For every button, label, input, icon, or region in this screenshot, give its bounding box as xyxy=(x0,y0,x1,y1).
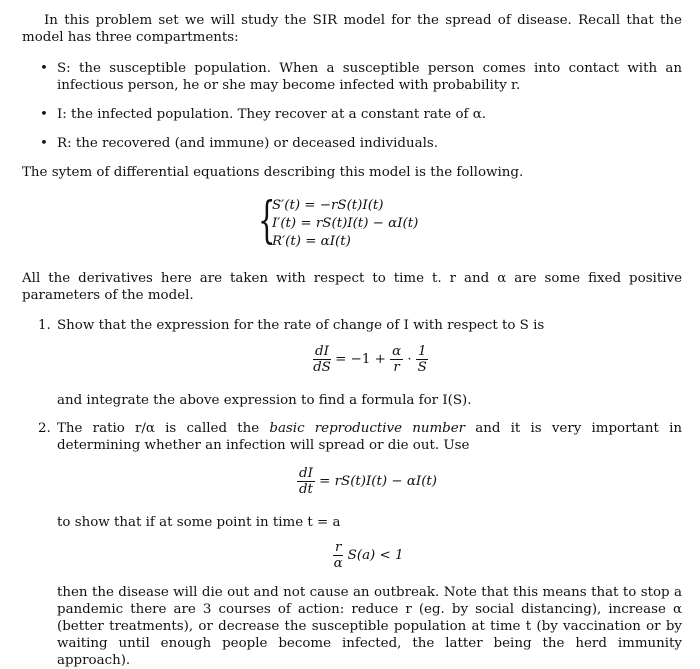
bullet-dot-icon: • xyxy=(40,61,48,76)
ode-line-r: R′(t) = αI(t) xyxy=(272,234,351,249)
fraction-alpha-r: $\frac{\alpha}{r}$ xyxy=(392,344,402,375)
fraction-1-S: $\frac{1}{S}$ xyxy=(417,344,427,375)
ode-line-i: I′(t) = rS(t)I(t) − αI(t) xyxy=(272,216,419,231)
bullet-text: R: the recovered (and immune) or deceased individuals. xyxy=(57,136,439,151)
dI-dt-equation xyxy=(297,466,437,497)
equation-dot: · xyxy=(407,352,412,367)
problem-number: 2. xyxy=(38,421,51,436)
bullet-text: I: the infected population. They recover at a constant rate of α. xyxy=(57,107,487,122)
derivatives-note: All the derivatives here are taken with respect to time t. r and α are some fixed positive parameters of the model. xyxy=(22,271,682,303)
ode-line-s: S′(t) = −rS(t)I(t) xyxy=(272,198,384,213)
left-brace-icon: { xyxy=(258,191,276,249)
equation-rhs: = rS(t)I(t) − αI(t) xyxy=(319,474,438,489)
inequality-rhs: S(a) < 1 xyxy=(347,548,404,563)
fraction-dI-dS: $\frac{dI}{dS}$ xyxy=(313,344,331,375)
bullet-text: S: the susceptible population. When a susceptible person comes into contact with an infectious person, he or she may become infected with probability r. xyxy=(57,61,682,93)
equation-middle: = −1 + xyxy=(335,352,386,367)
threshold-inequality xyxy=(333,540,404,571)
fraction-dI-dt: $\frac{dI}{dt}$ xyxy=(298,466,313,497)
term-emphasis: basic reproductive number xyxy=(269,421,466,436)
fraction-r-alpha: $\frac{r}{\alpha}$ xyxy=(333,540,343,571)
ode-system xyxy=(258,193,458,253)
problem-1-after: and integrate the above expression to find a formula for I(S). xyxy=(57,393,472,408)
system-intro: The sytem of differential equations describing this model is the following. xyxy=(22,165,524,180)
bullet-dot-icon: • xyxy=(40,107,48,122)
problem-text: Show that the expression for the rate of change of I with respect to S is xyxy=(57,318,545,333)
dI-dS-equation xyxy=(313,344,428,375)
bullet-dot-icon: • xyxy=(40,136,48,151)
problem-2-after: then the disease will die out and not cause an outbreak. Note that this means that to stop a pandemic there are 3 courses of action: reduce r (eg. by social distancing), increase α (better treatments), or decrease the susceptible population at time t (by vaccination or by waiting until enough people become infected, the latter being the herd immunity approach). xyxy=(57,585,682,668)
intro-paragraph: In this problem set we will study the SIR model for the spread of disease. Recall that the model has three compartments: xyxy=(22,13,682,45)
problem-number: 1. xyxy=(38,318,51,333)
problem-2-middle: to show that if at some point in time t = a xyxy=(57,515,341,530)
problem-text: The ratio r/α is called the basic reproductive number and it is very important in determining whether an infection will spread or die out. Use xyxy=(57,421,682,453)
